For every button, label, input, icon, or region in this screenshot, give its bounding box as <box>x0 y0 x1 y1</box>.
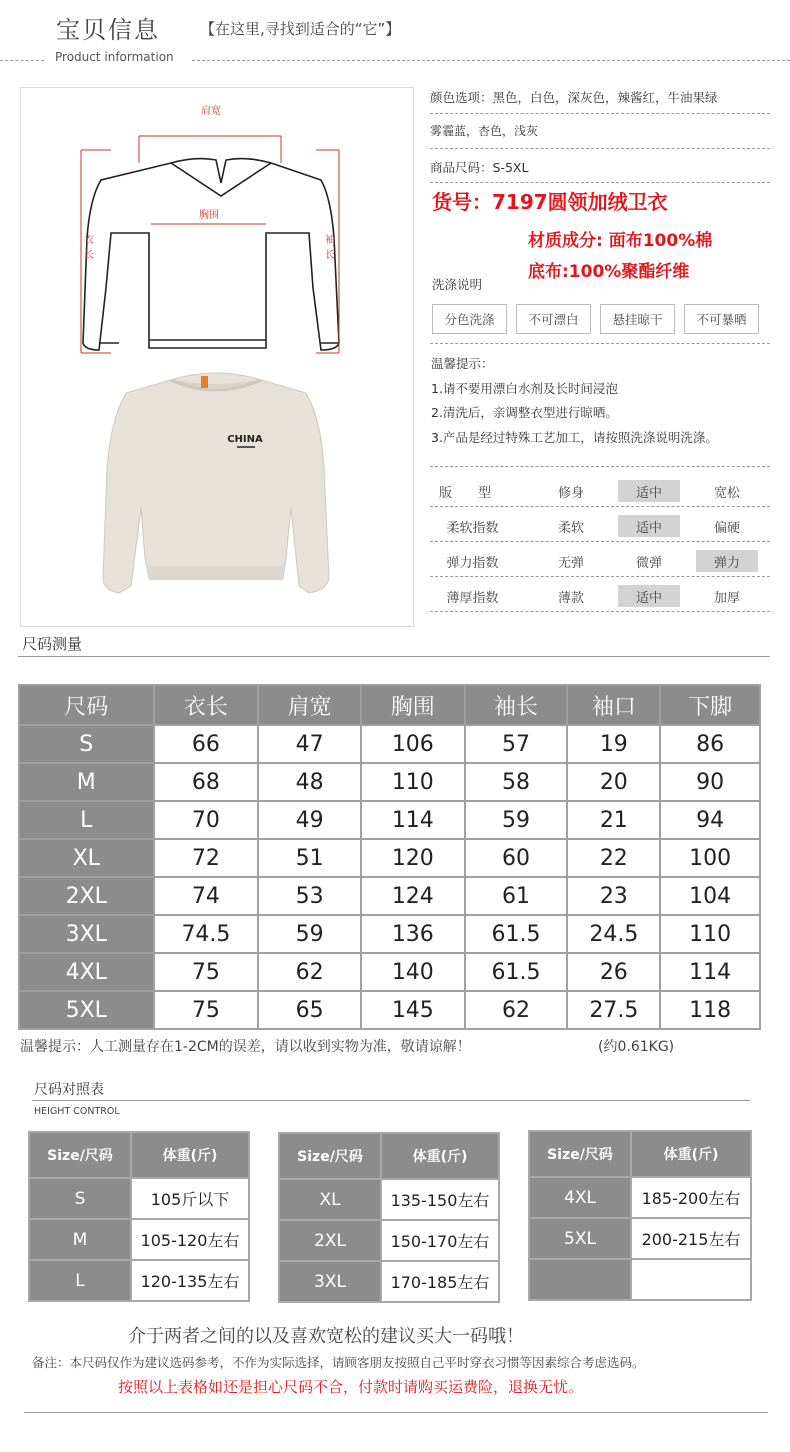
reference-col-weight: 体重(斤) <box>381 1133 499 1179</box>
tip-1: 1.请不要用漂白水剂及长时间浸泡 <box>431 381 618 396</box>
index-option: 宽松 <box>713 485 740 501</box>
size-value-cell: 62 <box>465 991 568 1029</box>
material-lining: 底布:100%聚酯纤维 <box>528 262 690 282</box>
size-value-cell: 106 <box>361 725 465 763</box>
size-value-cell: 61 <box>465 877 568 915</box>
reference-size-cell <box>529 1259 631 1300</box>
reference-col-size: Size/尺码 <box>279 1133 381 1179</box>
size-value-cell: 23 <box>567 877 660 915</box>
info-divider-2 <box>430 148 770 149</box>
reference-col-size: Size/尺码 <box>29 1132 131 1178</box>
info-divider-3 <box>430 182 770 183</box>
size-value-cell: 22 <box>567 839 660 877</box>
index-option-selected: 适中 <box>618 515 680 537</box>
wash-title: 洗涤说明 <box>432 277 483 292</box>
size-value-cell: 61.5 <box>465 915 568 953</box>
reference-header <box>529 1131 751 1177</box>
reference-size-cell: 4XL <box>529 1177 631 1218</box>
index-row-thickness <box>430 585 765 620</box>
reference-title: 尺码对照表 <box>34 1082 104 1098</box>
size-diagram <box>21 88 415 628</box>
index-option: 偏硬 <box>713 520 740 536</box>
header-divider-right <box>192 60 790 61</box>
size-value-cell: 49 <box>258 801 361 839</box>
col-header: 肩宽 <box>258 685 361 725</box>
wash-separate: 分色洗涤 <box>432 304 507 334</box>
size-value-cell: 86 <box>660 725 760 763</box>
reference-weight-cell: 185-200左右 <box>631 1177 751 1218</box>
diagram-label-sleeve-1: 袖 <box>325 235 335 246</box>
size-value-cell: 53 <box>258 877 361 915</box>
size-value-cell: 90 <box>660 763 760 801</box>
size-label-cell: 5XL <box>19 991 154 1029</box>
product-image-panel <box>20 87 414 627</box>
index-option: 加厚 <box>713 590 740 606</box>
index-option-selected: 适中 <box>618 585 680 607</box>
size-value-cell: 51 <box>258 839 361 877</box>
reference-size-cell: S <box>29 1178 131 1219</box>
reference-table-3 <box>528 1130 752 1301</box>
col-header: 袖长 <box>465 685 568 725</box>
wash-no-bleach: 不可漂白 <box>516 304 591 334</box>
page-subtitle: 【在这里,寻找到适合的“它”】 <box>200 20 401 38</box>
reference-table-1 <box>28 1131 250 1302</box>
reference-row <box>529 1218 751 1259</box>
diagram-label-shoulder: 肩宽 <box>201 106 221 117</box>
material-fabric: 材质成分: 面布100%棉 <box>528 231 713 251</box>
index-divider-2 <box>430 541 770 542</box>
size-label-cell: 2XL <box>19 877 154 915</box>
size-value-cell: 70 <box>154 801 259 839</box>
size-label-cell: S <box>19 725 154 763</box>
size-range: 商品尺码：S-5XL <box>430 160 529 175</box>
reference-row <box>279 1261 499 1302</box>
size-value-cell: 58 <box>465 763 568 801</box>
reference-size-cell: M <box>29 1219 131 1260</box>
product-weight: (约0.61KG) <box>598 1039 675 1055</box>
item-number: 货号：7197圆领加绒卫衣 <box>432 190 668 214</box>
footer-divider <box>24 1412 768 1413</box>
index-divider-4 <box>430 611 770 612</box>
diagram-label-sleeve-2: 长 <box>325 250 335 261</box>
size-value-cell: 136 <box>361 915 465 953</box>
index-label: 柔软指数 <box>446 520 499 536</box>
reference-header <box>29 1132 249 1178</box>
size-value-cell: 27.5 <box>567 991 660 1029</box>
reference-header <box>279 1133 499 1179</box>
size-value-cell: 72 <box>154 839 259 877</box>
measure-lines <box>81 136 339 353</box>
reference-divider <box>32 1100 750 1101</box>
size-value-cell: 20 <box>567 763 660 801</box>
size-value-cell: 140 <box>361 953 465 991</box>
size-value-cell: 48 <box>258 763 361 801</box>
info-divider-4 <box>430 343 770 344</box>
footer-red-note: 按照以上表格如还是担心尺码不合，付款时请购买运费险，退换无忧。 <box>118 1378 584 1396</box>
size-value-cell: 66 <box>154 725 259 763</box>
reference-row <box>29 1260 249 1301</box>
index-label: 弹力指数 <box>446 555 499 571</box>
size-row <box>19 877 760 915</box>
footer-remark: 备注：本尺码仅作为建议选码参考，不作为实际选择，请顾客朋友按照自己平时穿衣习惯等因素综合考虑选码。 <box>32 1355 645 1370</box>
size-value-cell: 118 <box>660 991 760 1029</box>
reference-row <box>529 1259 751 1300</box>
size-table <box>18 684 761 1030</box>
reference-size-cell: 5XL <box>529 1218 631 1259</box>
size-value-cell: 120 <box>361 839 465 877</box>
header-divider-left <box>0 60 44 61</box>
size-label-cell: 3XL <box>19 915 154 953</box>
index-row-softness <box>430 515 765 550</box>
size-value-cell: 65 <box>258 991 361 1029</box>
page-english-title: Product information <box>55 50 174 64</box>
size-value-cell: 26 <box>567 953 660 991</box>
reference-weight-cell: 170-185左右 <box>381 1261 499 1302</box>
index-label: 版 型 <box>438 485 491 501</box>
size-value-cell: 74.5 <box>154 915 259 953</box>
size-value-cell: 59 <box>465 801 568 839</box>
size-value-cell: 75 <box>154 953 259 991</box>
index-option: 修身 <box>557 485 584 501</box>
index-row-elasticity <box>430 550 765 585</box>
index-option: 柔软 <box>557 520 584 536</box>
size-value-cell: 124 <box>361 877 465 915</box>
col-header: 尺码 <box>19 685 154 725</box>
col-header: 下脚 <box>660 685 760 725</box>
reference-weight-cell: 120-135左右 <box>131 1260 249 1301</box>
reference-weight-cell: 200-215左右 <box>631 1218 751 1259</box>
tips-title: 温馨提示： <box>431 356 494 371</box>
reference-table-2 <box>278 1132 500 1303</box>
size-value-cell: 59 <box>258 915 361 953</box>
wash-no-sun: 不可暴晒 <box>684 304 759 334</box>
index-row-fit <box>430 480 765 515</box>
size-section-divider <box>18 656 770 657</box>
reference-weight-cell: 135-150左右 <box>381 1179 499 1220</box>
index-option: 微弹 <box>635 555 662 571</box>
size-value-cell: 21 <box>567 801 660 839</box>
size-row <box>19 763 760 801</box>
index-option-selected: 适中 <box>618 480 680 502</box>
size-table-header <box>19 685 760 725</box>
index-option: 无弹 <box>557 555 584 571</box>
size-label-cell: L <box>19 801 154 839</box>
size-value-cell: 74 <box>154 877 259 915</box>
size-label-cell: XL <box>19 839 154 877</box>
size-value-cell: 24.5 <box>567 915 660 953</box>
reference-row <box>529 1177 751 1218</box>
reference-size-cell: 2XL <box>279 1220 381 1261</box>
size-section-title: 尺码测量 <box>22 635 83 653</box>
col-header: 胸围 <box>361 685 465 725</box>
reference-english: HEIGHT CONTROL <box>34 1106 120 1117</box>
reference-row <box>29 1219 249 1260</box>
index-option-selected: 弹力 <box>696 550 758 572</box>
size-value-cell: 75 <box>154 991 259 1029</box>
reference-weight-cell: 150-170左右 <box>381 1220 499 1261</box>
size-value-cell: 114 <box>361 801 465 839</box>
size-value-cell: 19 <box>567 725 660 763</box>
photo-print-text: CHINA <box>227 434 263 445</box>
size-value-cell: 68 <box>154 763 259 801</box>
info-divider-1 <box>430 113 770 114</box>
size-value-cell: 47 <box>258 725 361 763</box>
measure-note: 温馨提示：人工测量存在1-2CM的误差，请以收到实物为准，敬请谅解！ <box>20 1039 471 1055</box>
size-row <box>19 801 760 839</box>
size-value-cell: 61.5 <box>465 953 568 991</box>
index-divider-3 <box>430 576 770 577</box>
size-value-cell: 100 <box>660 839 760 877</box>
color-options-line2: 雾霾蓝，杏色，浅灰 <box>430 124 539 138</box>
reference-col-size: Size/尺码 <box>529 1131 631 1177</box>
index-divider-1 <box>430 506 770 507</box>
info-divider-5 <box>430 466 770 467</box>
reference-size-cell: L <box>29 1260 131 1301</box>
size-value-cell: 114 <box>660 953 760 991</box>
reference-row <box>29 1178 249 1219</box>
footer-advice: 介于两者之间的以及喜欢宽松的建议买大一码哦！ <box>128 1326 524 1347</box>
reference-row <box>279 1220 499 1261</box>
size-value-cell: 94 <box>660 801 760 839</box>
diagram-label-length-2: 长 <box>84 250 94 261</box>
size-row <box>19 725 760 763</box>
wash-hang-dry: 悬挂晾干 <box>600 304 675 334</box>
tip-2: 2.清洗后，亲调整衣型进行晾晒。 <box>431 405 618 420</box>
size-row <box>19 953 760 991</box>
reference-weight-cell: 105-120左右 <box>131 1219 249 1260</box>
col-header: 袖口 <box>567 685 660 725</box>
page-title: 宝贝信息 <box>56 16 160 44</box>
size-label-cell: M <box>19 763 154 801</box>
color-options-line1: 颜色选项：黑色，白色，深灰色，辣酱红，牛油果绿 <box>430 90 718 105</box>
reference-size-cell: 3XL <box>279 1261 381 1302</box>
reference-col-weight: 体重(斤) <box>631 1131 751 1177</box>
reference-weight-cell: 105斤以下 <box>131 1178 249 1219</box>
diagram-label-chest: 胸围 <box>199 210 219 221</box>
size-row <box>19 915 760 953</box>
index-option: 薄款 <box>557 590 584 606</box>
reference-weight-cell <box>631 1259 751 1300</box>
size-label-cell: 4XL <box>19 953 154 991</box>
reference-col-weight: 体重(斤) <box>131 1132 249 1178</box>
size-row <box>19 839 760 877</box>
size-value-cell: 110 <box>660 915 760 953</box>
sweatshirt-sketch <box>83 159 339 350</box>
product-photo <box>103 373 329 593</box>
reference-size-cell: XL <box>279 1179 381 1220</box>
size-value-cell: 62 <box>258 953 361 991</box>
tip-3: 3.产品是经过特殊工艺加工，请按照洗涤说明洗涤。 <box>431 430 718 445</box>
index-label: 薄厚指数 <box>446 590 499 606</box>
size-value-cell: 60 <box>465 839 568 877</box>
size-value-cell: 145 <box>361 991 465 1029</box>
size-row <box>19 991 760 1029</box>
size-value-cell: 57 <box>465 725 568 763</box>
size-value-cell: 110 <box>361 763 465 801</box>
diagram-label-length-1: 衣 <box>84 235 94 246</box>
size-value-cell: 104 <box>660 877 760 915</box>
col-header: 衣长 <box>154 685 259 725</box>
reference-row <box>279 1179 499 1220</box>
